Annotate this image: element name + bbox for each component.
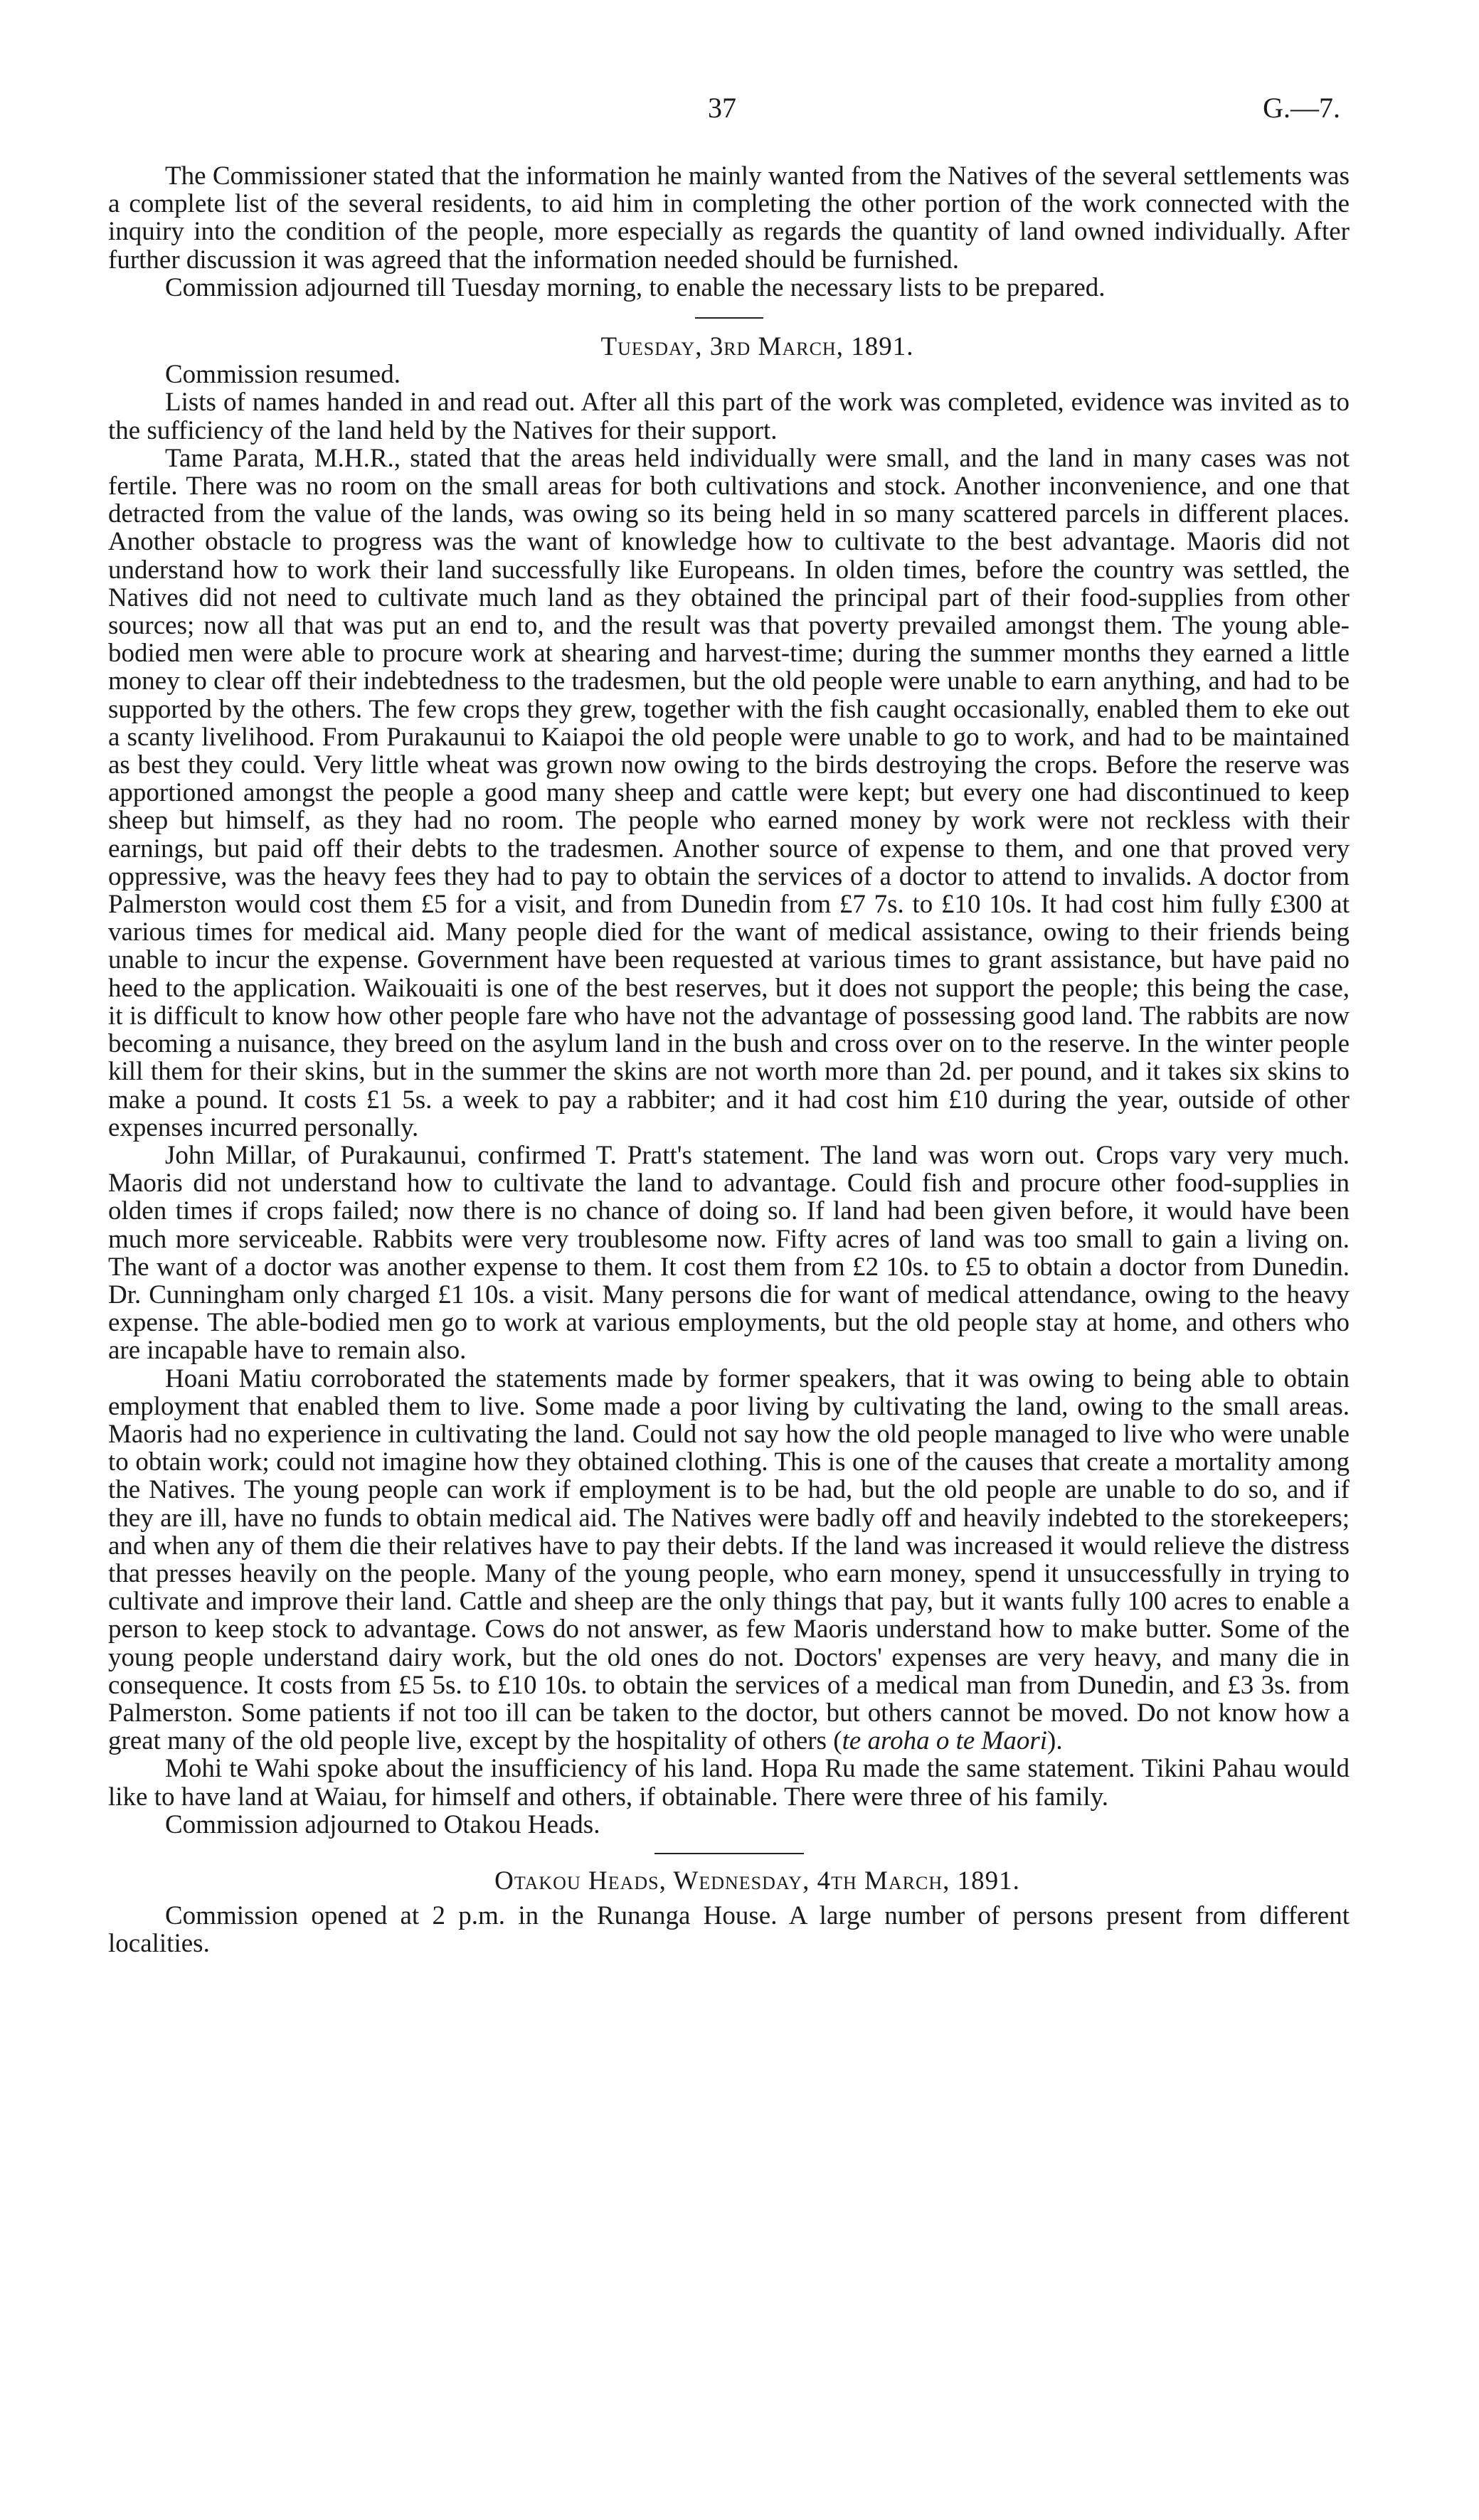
section-heading: Otakou Heads, Wednesday, 4th March, 1891. bbox=[494, 1866, 1020, 1896]
testimony-text: Hoani Matiu corroborated the statements made by former speakers, that it was owing to being able to obtain employment that enabled them to live. Some made a poor living by cultivating the land, owing to the small areas. Maoris had no experience in cultivating the land. Could not say how the old people managed to live who were unable to obtain work; could not imagine how they obtained clothing. This is one of the causes that create a mortality among the Natives. The young people can work if employment is to be had, but the old people are unable to do so, and if they are ill, have no funds to obtain medical aid. The Natives were badly off and heavily indebted to the storekeepers; and when any of them die their relatives have to pay their debts. If the land was increased it would relieve the distress that presses heavily on the people. Many of the young people, who earn money, spend it unsuccessfully in trying to cultivate and improve their land. Cattle and sheep are the only things that pay, but it wants fully 100 acres to enable a person to keep stock to advantage. Cows do not answer, as few Maoris understand how to make butter. Some of the young people understand dairy work, but the old ones do not. Doctors' expenses are very heavy, and many die in consequence. It costs from £5 5s. to £10 10s. to obtain the services of a medical man from Dunedin, and £3 3s. from Palmerston. Some patients if not too ill can be taken to the doctor, but others cannot be moved. Do not know how a great many of the old people live, except by the hospitality of others ( bbox=[108, 1363, 1350, 1756]
body-text bbox=[108, 162, 1350, 1958]
testimony-john-millar: John Millar, of Purakaunui, confirmed T. Pratt's statement. The land was worn out. Crops vary very much. Maoris did not understand how to cultivate the land to advantage. Could fish and procure other food-supplies in olden times if crops failed; now there is no chance of doing so. If land had been given before, it would have been much more serviceable. Rabbits were very troublesome now. Fifty acres of land was too small to gain a living on. The want of a doctor was another expense to them. It cost them from £2 10s. to £5 to obtain a doctor from Dunedin. Dr. Cunningham only charged £1 10s. a visit. Many persons die for want of medical attendance, owing to the heavy expense. The able-bodied men go to work at various employments, but the old people stay at home, and others who are incapable have to remain also. bbox=[108, 1140, 1350, 1366]
testimony-mohi-te-wahi: Mohi te Wahi spoke about the insufficiency of his land. Hopa Ru made the same statement. Tikini Pahau would like to have land at Waiau, for himself and others, if obtainable. There were three of his family. bbox=[108, 1754, 1350, 1812]
adjournment-note: Commission adjourned to Otakou Heads. bbox=[165, 1809, 600, 1839]
paragraph: Commission opened at 2 p.m. in the Runanga House. A large number of persons present from different localities. bbox=[108, 1901, 1350, 1959]
section-divider bbox=[695, 317, 763, 319]
paragraph: The Commissioner stated that the information he mainly wanted from the Natives of the several settlements was a complete list of the several residents, to aid him in completing the other portion of the work connected with the inquiry into the condition of the people, more especially as regards the quantity of land owned individually. After further discussion it was agreed that the information needed should be furnished. bbox=[108, 161, 1350, 275]
paragraph: Commission resumed. bbox=[165, 360, 401, 390]
testimony-tame-parata: Tame Parata, M.H.R., stated that the areas held individually were small, and the land in many cases was not fertile. There was no room on the small areas for both cultivations and stock. Another inconvenience, and one that detracted from the value of the lands, was owing so its being held in so many scattered parcels in different places. Another obstacle to progress was the want of knowledge how to cultivate to the best advantage. Maoris did not understand how to work their land successfully like Europeans. In olden times, before the country was settled, the Natives did not need to cultivate much land as they obtained the principal part of their food-supplies from other sources; now all that was put an end to, and the result was that poverty prevailed amongst them. The young able-bodied men were able to procure work at shearing and harvest-time; during the summer months they earned a little money to clear off their indebtedness to the tradesmen, but the old people were unable to earn anything, and had to be supported by the others. The few crops they grew, together with the fish caught occasionally, enabled them to eke out a scanty livelihood. From Purakaunui to Kaiapoi the old people were unable to go to work, and had to be maintained as best they could. Very little wheat was grown now owing to the birds destroying the crops. Before the reserve was apportioned amongst the people a good many sheep and cattle were kept; but every one had discontinued to keep sheep but himself, as they had no room. The people who earned money by work were not reckless with their earnings, but paid off their debts to the tradesmen. Another source of expense to them, and one that proved very oppressive, was the heavy fees they had to pay to obtain the services of a doctor to attend to invalids. A doctor from Palmerston would cost them £5 for a visit, and from Dunedin from £7 7s. to £10 10s. It had cost him fully £300 at various times for medical aid. Many people died for the want of medical assistance, owing to their friends being unable to incur the expense. Government have been requested at various times to grant assistance, but have paid no heed to the application. Waikouaiti is one of the best reserves, but it does not support the people; this being the case, it is difficult to know how other people fare who have not the advantage of possessing good land. The rabbits are now becoming a nuisance, they breed on the asylum land in the bush and cross over on to the reserve. In the winter people kill them for their skins, but in the summer the skins are not worth more than 2d. per pound, and it takes six skins to make a pound. It costs £1 5s. a week to pay a rabbiter; and it had cost him £10 during the year, outside of other expenses incurred personally. bbox=[108, 443, 1350, 1142]
section-heading: Tuesday, 3rd March, 1891. bbox=[600, 332, 914, 362]
paragraph: Lists of names handed in and read out. After all this part of the work was completed, evidence was invited as to the sufficiency of the land held by the Natives for their support. bbox=[108, 388, 1350, 445]
document-reference: G.—7. bbox=[1263, 92, 1340, 124]
testimony-hoani-matiu bbox=[108, 1365, 1350, 1755]
adjournment-note: Commission adjourned till Tuesday morning, to enable the necessary lists to be prepared. bbox=[165, 272, 1106, 302]
page-number: 37 bbox=[708, 92, 736, 124]
section-divider bbox=[654, 1853, 804, 1854]
testimony-text-end: ). bbox=[1047, 1726, 1063, 1756]
maori-phrase: te aroha o te Maori bbox=[842, 1726, 1048, 1756]
